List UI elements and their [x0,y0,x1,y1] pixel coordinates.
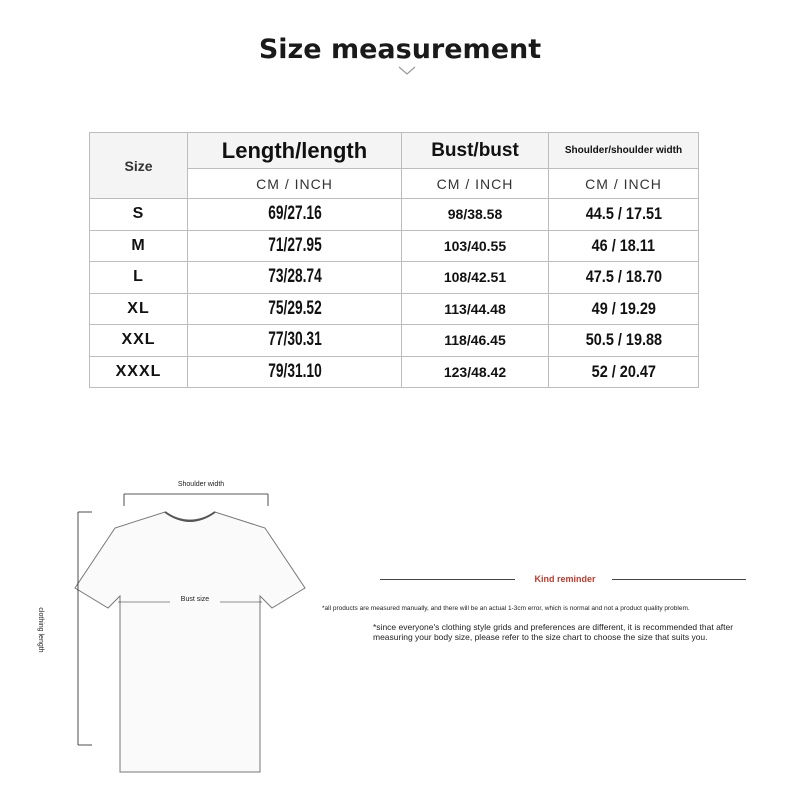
length-value: 69/27.16 [267,203,322,225]
shoulder-value: 49 / 19.29 [591,298,656,318]
shoulder-cell [549,262,699,294]
shoulder-cell [549,293,699,325]
clothing-length-label: clothing length [37,607,44,653]
table-row [90,356,699,388]
reminder-title: Kind reminder [534,574,596,584]
bust-cell: 108/42.51 [402,262,549,294]
size-cell: M [90,230,188,262]
shoulder-unit-label: CM / INCH [549,169,699,199]
shoulder-value: 52 / 20.47 [591,361,656,381]
shoulder-value: 44.5 / 17.51 [585,204,662,224]
shoulder-cell [549,230,699,262]
length-unit-label: CM / INCH [188,169,402,199]
bust-cell: 98/38.58 [402,199,549,231]
bust-cell: 123/48.42 [402,356,549,388]
bust-column-header: Bust/bust [402,133,549,169]
length-value: 73/28.74 [267,266,322,288]
length-column-header: Length/length [188,133,402,169]
size-cell: S [90,199,188,231]
length-cell [204,262,386,294]
length-cell [204,230,386,262]
size-cell: XL [90,293,188,325]
size-cell: XXL [90,325,188,357]
length-value: 77/30.31 [267,329,322,351]
length-value: 71/27.95 [267,234,322,256]
bust-size-label: Bust size [170,596,220,604]
bust-unit-label: CM / INCH [402,169,549,199]
bust-cell: 118/46.45 [402,325,549,357]
length-value: 79/31.10 [267,360,322,382]
size-cell: XXXL [90,356,188,388]
length-cell [204,293,386,325]
length-cell [204,199,386,231]
size-column-header: Size [90,133,188,199]
table-row [90,293,699,325]
shoulder-cell [549,199,699,231]
size-chart-table [89,132,699,388]
bust-cell: 103/40.55 [402,230,549,262]
size-cell: L [90,262,188,294]
shoulder-value: 46 / 18.11 [591,235,656,255]
tshirt-diagram [60,470,320,790]
reminder-note-error: *all products are measured manually, and there will be an actual 1-3cm error, which is normal and not a product quality problem. [322,605,690,612]
chevron-down-icon [398,66,416,76]
length-value: 75/29.52 [267,297,322,319]
tshirt-outline [75,512,305,772]
shoulder-cell [549,356,699,388]
shoulder-cell [549,325,699,357]
reminder-divider-right [612,579,746,580]
page-title: Size measurement [258,34,542,65]
length-cell [204,325,386,357]
shoulder-value: 47.5 / 18.70 [585,267,662,287]
length-cell [204,356,386,388]
reminder-divider-left [380,579,515,580]
shoulder-width-label: Shoulder width [177,481,225,488]
table-row [90,262,699,294]
table-row [90,325,699,357]
table-row [90,230,699,262]
bust-cell: 113/44.48 [402,293,549,325]
shoulder-column-header: Shoulder/shoulder width [549,133,699,169]
reminder-note-advice: *since everyone's clothing style grids and preferences are different, it is recommended that after measuring your body size, please refer to the size chart to choose the size that suits you. [373,622,734,642]
table-row [90,199,699,231]
shoulder-value: 50.5 / 19.88 [585,330,662,350]
